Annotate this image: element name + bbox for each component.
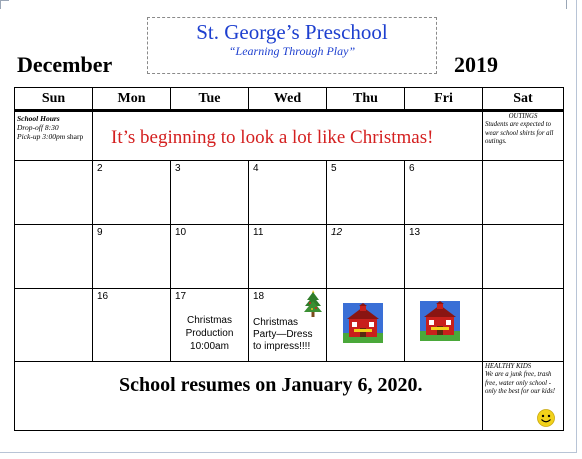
weekday-wed: Wed	[249, 88, 327, 111]
school-header-box	[147, 17, 437, 74]
smiley-icon	[537, 409, 555, 427]
day-cell	[171, 161, 249, 225]
outings-cell	[483, 111, 564, 161]
weekday-fri: Fri	[405, 88, 483, 111]
christmas-party-event	[249, 317, 312, 353]
day-cell-empty	[483, 225, 564, 289]
event-line: Production	[185, 328, 234, 339]
weekday-sat: Sat	[483, 88, 564, 111]
day-cell	[249, 225, 327, 289]
day-number: 13	[409, 227, 421, 238]
day-number: 10	[175, 227, 187, 238]
school-motto: “Learning Through Play”	[228, 44, 356, 58]
weekday-tue: Tue	[171, 88, 249, 111]
christmas-tree-icon	[304, 290, 322, 318]
crop-mark	[0, 0, 9, 1]
day-cell	[327, 225, 405, 289]
outings-note	[483, 112, 563, 147]
crop-mark	[0, 0, 1, 9]
day-cell-empty	[15, 289, 93, 362]
day-number: 17	[175, 291, 187, 302]
pickup-time: Pick-up 3:00pm	[17, 132, 66, 141]
calendar-grid	[14, 87, 564, 431]
day-cell	[93, 161, 171, 225]
event-line: to impress!!!!	[253, 341, 311, 352]
day-number: 11	[253, 227, 264, 238]
pickup-note: sharp	[66, 132, 84, 141]
week-row-5	[15, 362, 564, 431]
weekday-sun: Sun	[15, 88, 93, 111]
day-cell-empty	[15, 161, 93, 225]
event-line: Christmas	[253, 317, 299, 328]
day-cell-empty	[483, 161, 564, 225]
dropoff-time: Drop-off 8:30	[17, 123, 59, 132]
day-cell	[249, 289, 327, 362]
event-line: Party—Dress	[253, 329, 313, 340]
day-cell	[405, 225, 483, 289]
school-name: St. George’s Preschool	[196, 20, 388, 44]
day-number: 2	[97, 163, 103, 174]
day-number: 6	[409, 163, 415, 174]
day-cell	[249, 161, 327, 225]
week-row-3	[15, 225, 564, 289]
day-cell	[327, 161, 405, 225]
week-row-4	[15, 289, 564, 362]
week-row-2	[15, 161, 564, 225]
day-cell-empty	[483, 289, 564, 362]
healthy-kids-text: We are a junk free, trash free, water only school - only the best for our kids!	[485, 371, 556, 395]
weekday-thu: Thu	[327, 88, 405, 111]
schoolhouse-icon	[343, 303, 383, 343]
healthy-kids-cell	[483, 362, 564, 431]
schoolhouse-icon	[420, 301, 460, 341]
day-number: 16	[97, 291, 109, 302]
school-hours-title: School Hours	[17, 114, 60, 123]
day-number: 5	[331, 163, 337, 174]
day-cell	[171, 225, 249, 289]
outings-title: OUTINGS	[508, 113, 538, 120]
day-cell	[93, 289, 171, 362]
christmas-production-event	[171, 314, 248, 353]
day-number: 3	[175, 163, 181, 174]
month-title: December	[17, 52, 113, 77]
year-title: 2019	[454, 52, 498, 77]
crop-mark	[566, 0, 567, 9]
week-row-1	[15, 111, 564, 161]
weekday-header-row	[15, 88, 564, 111]
day-number: 4	[253, 163, 259, 174]
outings-text: Students are expected to wear school shirts for all outings.	[485, 121, 554, 145]
day-number: 9	[97, 227, 103, 238]
day-number: 18	[253, 291, 265, 302]
day-cell	[93, 225, 171, 289]
day-cell	[405, 289, 483, 362]
banner-cell	[93, 111, 483, 161]
event-time: 10:00am	[190, 341, 229, 352]
school-resumes-notice: School resumes on January 6, 2020.	[119, 374, 423, 396]
school-hours-note	[15, 112, 92, 143]
healthy-kids-title: HEALTHY KIDS	[485, 363, 532, 370]
weekday-mon: Mon	[93, 88, 171, 111]
day-cell	[405, 161, 483, 225]
school-hours-cell	[15, 111, 93, 161]
healthy-kids-note	[483, 362, 563, 397]
event-line: Christmas	[186, 315, 232, 326]
day-cell-empty	[15, 225, 93, 289]
christmas-banner: It’s beginning to look a lot like Christmas!	[111, 127, 434, 148]
resume-notice-cell	[15, 362, 483, 431]
day-cell	[171, 289, 249, 362]
day-cell	[327, 289, 405, 362]
day-number: 12	[331, 227, 343, 238]
